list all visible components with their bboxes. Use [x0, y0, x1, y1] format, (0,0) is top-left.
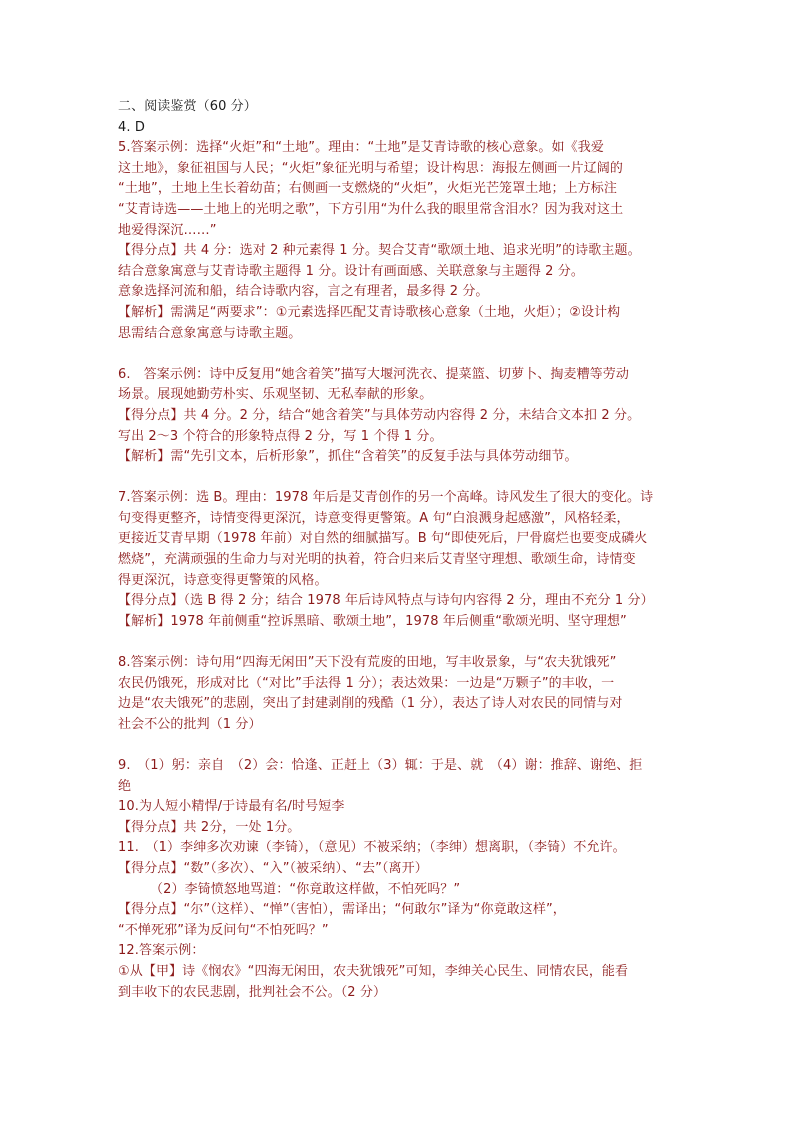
answer-q6: [118, 365, 684, 468]
q5-line: 5.答案示例：选择“火炬”和“土地”。理由：“土地”是艾青诗歌的核心意象。如《我爱: [118, 140, 604, 156]
answer-q4: 4. D: [118, 119, 145, 135]
q5-scoring: 结合意象寓意与艾青诗歌主题得 1 分。设计有画面感、关联意象与主题得 2 分。: [118, 263, 584, 279]
q12-line: ①从【甲】诗《悯农》“四海无闲田，农夫犹饿死”可知，李绅关心民生、同情农民，能看: [118, 963, 629, 979]
q8-line: 农民仍饿死，形成对比（“对比”手法得 1 分）；表达效果：一边是“万颗子”的丰收，一: [118, 675, 615, 691]
q7-scoring: 【得分点】（选 B 得 2 分；结合 1978 年后诗风特点与诗句内容得 2 分，理由不充分 1 分）: [118, 593, 654, 609]
q6-line: 场景。展现她勤劳朴实、乐观坚韧、无私奉献的形象。: [118, 387, 433, 403]
q7-analysis: 【解析】1978 年前侧重“控诉黑暗、歌颂土地”，1978 年后侧重“歌颂光明、坚守理想”: [118, 613, 627, 629]
q8-line: 边是“农夫饿死”的悲剧，突出了封建剥削的残酷（1 分），表达了诗人对农民的同情与对: [118, 696, 623, 712]
q7-line: 7.答案示例：选 B。理由：1978 年后是艾青创作的另一个高峰。诗风发生了很大的变化。诗: [118, 490, 654, 506]
q5-analysis: 思需结合意象寓意与诗歌主题。: [118, 325, 302, 341]
q5-line: “艾青诗选——土地上的光明之歌”，下方引用“为什么我的眼里常含泪水？因为我对这土: [118, 201, 624, 217]
q11-scoring2: “不惮死邪”译为反问句“不怕死吗？”: [118, 922, 329, 938]
q5-line: 这土地》，象征祖国与人民；“火炬”象征光明与希望；设计构思：海报左侧画一片辽阔的: [118, 160, 623, 176]
q10-scoring: 【得分点】共 2分，一处 1分。: [118, 819, 301, 835]
section-header: 二、阅读鉴赏（60 分）: [118, 99, 257, 114]
q12-heading: 12.答案示例：: [118, 943, 205, 959]
q6-scoring: 【得分点】共 4 分。2 分，结合“她含着笑”与具体劳动内容得 2 分，未结合文本扣 2 分。: [118, 407, 641, 423]
q5-analysis: 【解析】需满足“两要求”：①元素选择匹配艾青诗歌核心意象（土地，火炬）；②设计构: [118, 304, 621, 320]
answer-q5: [118, 138, 684, 344]
q11-line: 11. （1）李绅多次劝谏（李锜），（意见）不被采纳；（李绅）想离职，（李锜）不允许。: [118, 840, 626, 856]
q5-line: 地爱得深沉……”: [118, 222, 217, 238]
q6-analysis: 【解析】需“先引文本，后析形象”，抓住“含着笑”的反复手法与具体劳动细节。: [118, 449, 578, 465]
q7-line: 燃烧”，充满顽强的生命力与对光明的执着，符合归来后艾青坚守理想、歌颂生命，诗情变: [118, 552, 636, 568]
answer-document: [118, 97, 684, 1003]
q7-line: 更接近艾青早期（1978 年前）对自然的细腻描写。B 句“即使死后，尸骨腐烂也要变成磷火: [118, 531, 648, 547]
q11-scoring2: 【得分点】“尔”（这样）、“惮”（害怕），需译出；“何敢尔”译为“你竟敢这样”，: [118, 902, 566, 918]
q6-scoring: 写出 2～3 个符合的形象特点得 2 分，写 1 个得 1 分。: [118, 428, 443, 444]
q11-scoring: 【得分点】“数”（多次）、“入”（被采纳）、“去”（离开）: [118, 860, 428, 876]
q11-sub2: （2）李锜愤怒地骂道：“你竟敢这样做，不怕死吗？”: [150, 881, 461, 897]
q5-scoring: 【得分点】共 4 分：选对 2 种元素得 1 分。契合艾青“歌颂土地、追求光明”的诗歌主题。: [118, 243, 641, 259]
q8-line: 社会不公的批判（1 分）: [118, 716, 262, 732]
q12-line: 到丰收下的农民悲剧，批判社会不公。（2 分）: [118, 984, 387, 1000]
answer-q10: [118, 797, 684, 838]
answer-q12: [118, 941, 684, 1003]
answer-q9: [118, 756, 684, 797]
q5-line: “土地”，土地上生长着幼苗；右侧画一支燃烧的“火炬”，火炬光芒笼罩土地；上方标注: [118, 181, 617, 197]
q9-line: 9. （1）躬：亲自 （2）会：恰逢、正赶上（3）辄：于是、就 （4）谢：推辞、谢绝、拒: [118, 758, 643, 773]
q9-line: 绝: [118, 778, 132, 794]
answer-q11: [118, 838, 684, 941]
q7-line: 句变得更整齐，诗情变得更深沉，诗意变得更警策。A 句“白浪溅身起感激”，风格轻柔，: [118, 510, 630, 526]
q5-scoring: 意象选择河流和船，结合诗歌内容，言之有理者，最多得 2 分。: [118, 284, 489, 300]
q6-line: 6. 答案示例：诗中反复用“她含着笑”描写大堰河洗衣、提菜篮、切萝卜、掏麦糟等劳动: [118, 366, 629, 382]
answer-q8: [118, 653, 684, 735]
q7-line: 得更深沉，诗意变得更警策的风格。: [118, 572, 328, 588]
q8-line: 8.答案示例：诗句用“四海无闲田”天下没有荒废的田地，写丰收景象，与“农夫犹饿死”: [118, 655, 617, 671]
q10-line: 10.为人短小精悍/于诗最有名/时号短李: [118, 799, 345, 815]
answer-q7: [118, 488, 684, 632]
